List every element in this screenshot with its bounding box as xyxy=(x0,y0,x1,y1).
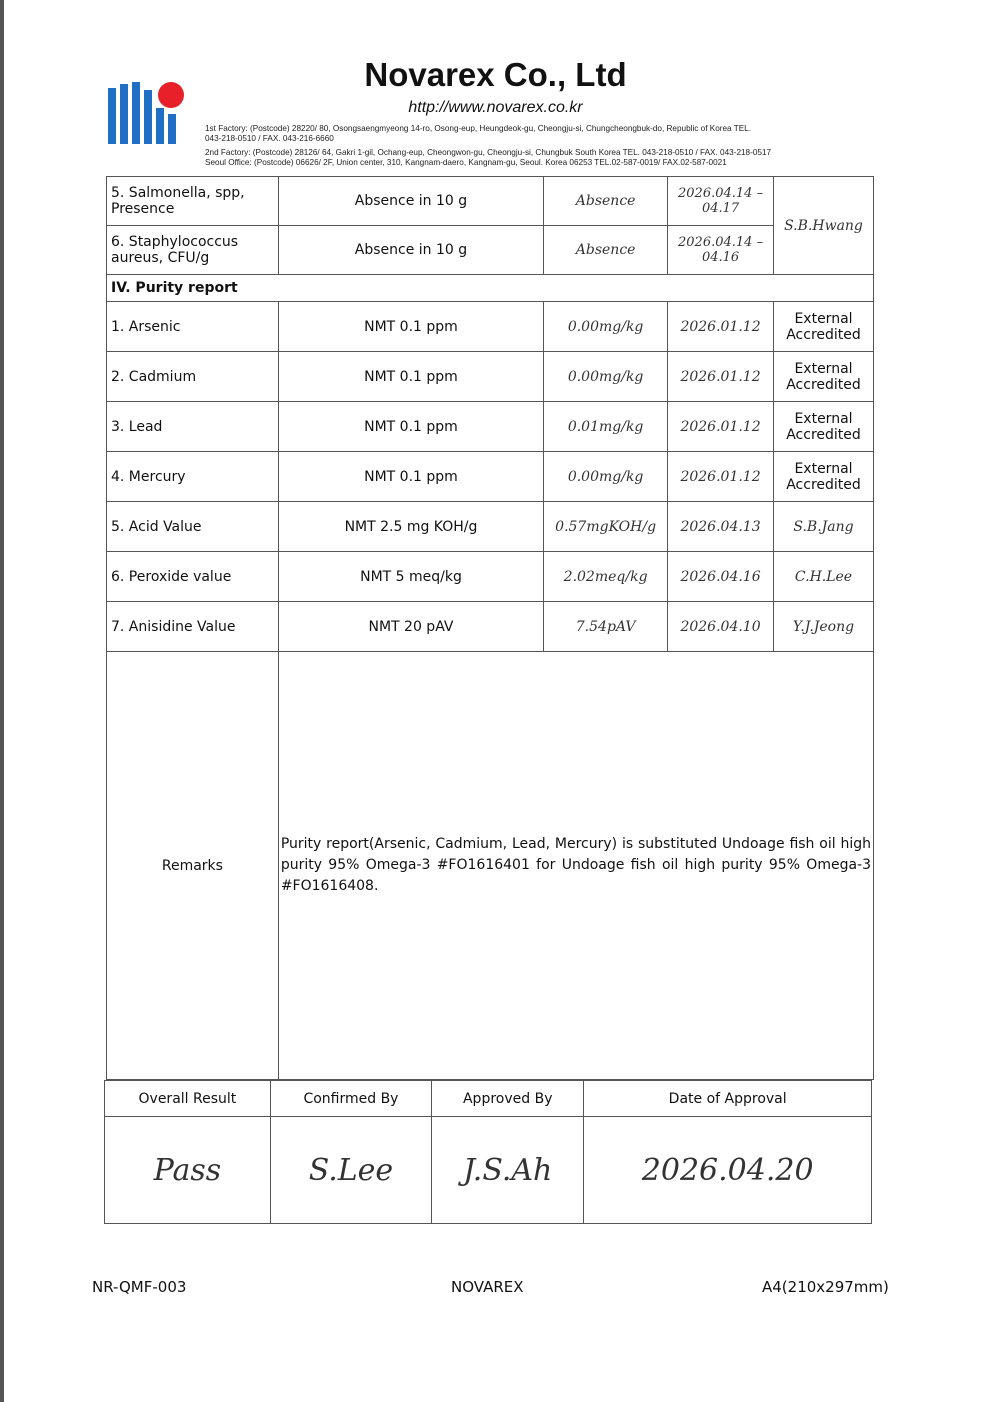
remarks-row xyxy=(107,652,874,1080)
tested-by: External Accredited xyxy=(774,302,874,352)
item-name: 3. Lead xyxy=(107,402,279,452)
result: 0.57mgKOH/g xyxy=(544,502,668,552)
result: 0.00mg/kg xyxy=(544,302,668,352)
tested-by: External Accredited xyxy=(774,452,874,502)
approved-by-header: Approved By xyxy=(432,1081,584,1117)
table-row xyxy=(107,402,874,452)
test-date: 2026.04.16 xyxy=(668,552,774,602)
spec: NMT 0.1 ppm xyxy=(278,302,543,352)
analyst-signature: S.B.Hwang xyxy=(774,177,874,275)
result: Absence xyxy=(544,226,668,275)
table-row xyxy=(107,352,874,402)
result: 2.02meq/kg xyxy=(544,552,668,602)
item-name: 5. Salmonella, spp, Presence xyxy=(107,177,279,226)
footer-brand: NOVAREX xyxy=(451,1278,524,1296)
approval-header-row xyxy=(105,1081,872,1117)
overall-result-header: Overall Result xyxy=(105,1081,271,1117)
tested-by: C.H.Lee xyxy=(774,552,874,602)
result: 7.54pAV xyxy=(544,602,668,652)
approval-signature-row xyxy=(105,1117,872,1224)
tested-by: External Accredited xyxy=(774,402,874,452)
spec: NMT 0.1 ppm xyxy=(278,402,543,452)
item-name: 4. Mercury xyxy=(107,452,279,502)
test-date: 2026.04.14 –04.17 xyxy=(668,177,774,226)
approval-table xyxy=(104,1080,872,1224)
test-date: 2026.04.10 xyxy=(668,602,774,652)
spec: NMT 2.5 mg KOH/g xyxy=(278,502,543,552)
test-date: 2026.01.12 xyxy=(668,352,774,402)
result: 0.01mg/kg xyxy=(544,402,668,452)
tested-by: External Accredited xyxy=(774,352,874,402)
confirmed-by-header: Confirmed By xyxy=(270,1081,431,1117)
confirmed-by-signature: S.Lee xyxy=(270,1117,431,1224)
result: 0.00mg/kg xyxy=(544,352,668,402)
spec: NMT 0.1 ppm xyxy=(278,452,543,502)
table-row xyxy=(107,177,874,226)
factory2-address: 2nd Factory: (Postcode) 28126/ 64, Gakri 1-gil, Ochang-eup, Cheongwon-gu, Cheongju-si, Chungbuk South Korea TEL. 043-218-0510 / FAX. 043-218-0517 xyxy=(205,148,772,157)
scan-edge xyxy=(0,0,4,1402)
company-url: http://www.novarex.co.kr xyxy=(408,99,583,116)
spec: NMT 0.1 ppm xyxy=(278,352,543,402)
item-name: 2. Cadmium xyxy=(107,352,279,402)
test-date: 2026.04.14 –04.16 xyxy=(668,226,774,275)
table-row xyxy=(107,226,874,275)
item-name: 6. Peroxide value xyxy=(107,552,279,602)
item-name: 7. Anisidine Value xyxy=(107,602,279,652)
factory1-phone: 043-218-0510 / FAX. 043-216-6660 xyxy=(205,134,334,143)
test-date: 2026.01.12 xyxy=(668,402,774,452)
test-date: 2026.01.12 xyxy=(668,302,774,352)
remarks-label: Remarks xyxy=(107,652,279,1080)
table-row xyxy=(107,552,874,602)
table-row xyxy=(107,502,874,552)
spec: Absence in 10 g xyxy=(278,177,543,226)
table-row xyxy=(107,302,874,352)
item-name: 5. Acid Value xyxy=(107,502,279,552)
section-header xyxy=(107,275,874,302)
test-results-table xyxy=(106,176,874,1080)
tested-by: S.B.Jang xyxy=(774,502,874,552)
result: 0.00mg/kg xyxy=(544,452,668,502)
approved-by-signature: J.S.Ah xyxy=(432,1117,584,1224)
factory1-address: 1st Factory: (Postcode) 28220/ 80, Osongsaengmyeong 14-ro, Osong-eup, Heungdeok-gu, Cheongju-si, Chungcheongbuk-do, Republic of Korea TEL. xyxy=(205,124,752,133)
remarks-text: Purity report(Arsenic, Cadmium, Lead, Mercury) is substituted Undoage fish oil high purity 95% Omega-3 #FO1616401 for Undoage fish oil high purity 95% Omega-3 #FO1616408. xyxy=(278,652,873,1080)
test-date: 2026.01.12 xyxy=(668,452,774,502)
item-name: 1. Arsenic xyxy=(107,302,279,352)
approval-date: 2026.04.20 xyxy=(584,1117,872,1224)
tested-by: Y.J.Jeong xyxy=(774,602,874,652)
paper-size: A4(210x297mm) xyxy=(762,1278,889,1296)
test-date: 2026.04.13 xyxy=(668,502,774,552)
spec: Absence in 10 g xyxy=(278,226,543,275)
spec: NMT 20 pAV xyxy=(278,602,543,652)
seoul-office-address: Seoul Office: (Postcode) 06626/ 2F, Union center, 310, Kangnam-daero, Kangnam-gu, Seoul. Korea 06253 TEL.02-587-0019/ FAX.02-587-0021 xyxy=(205,158,727,167)
company-name: Novarex Co., Ltd xyxy=(364,56,627,93)
table-row xyxy=(107,452,874,502)
purity-report-title: IV. Purity report xyxy=(107,275,874,302)
form-code: NR-QMF-003 xyxy=(92,1278,187,1296)
spec: NMT 5 meq/kg xyxy=(278,552,543,602)
date-of-approval-header: Date of Approval xyxy=(584,1081,872,1117)
table-row xyxy=(107,602,874,652)
item-name: 6. Staphylococcus aureus, CFU/g xyxy=(107,226,279,275)
overall-result-value: Pass xyxy=(105,1117,271,1224)
result: Absence xyxy=(544,177,668,226)
